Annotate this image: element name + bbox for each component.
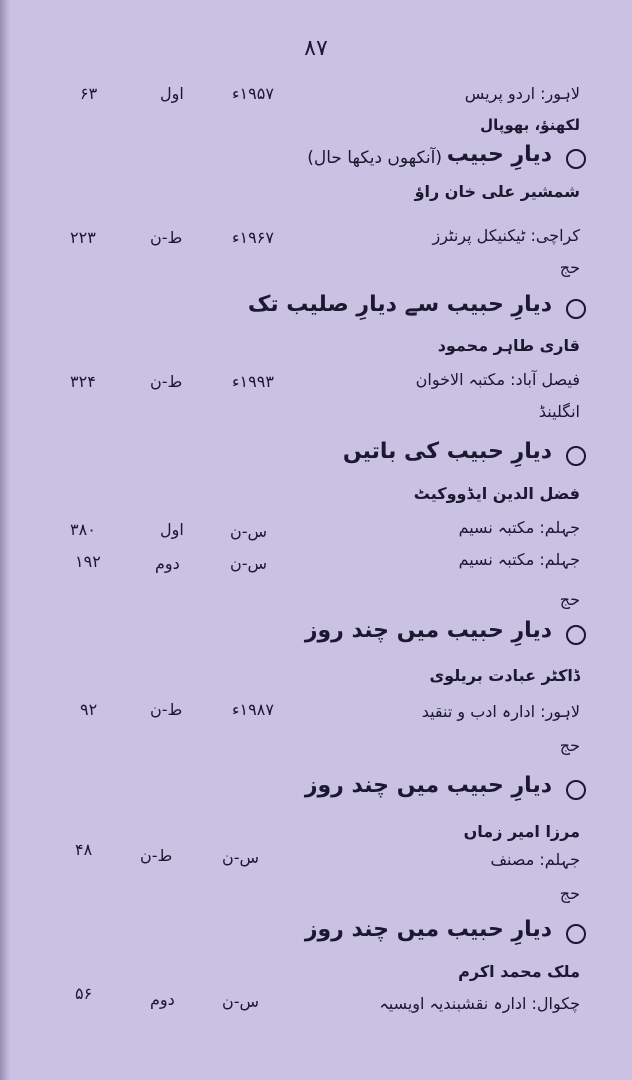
book-title: دیارِ حبیب میں چند روز — [304, 773, 552, 798]
topic-label: حج — [559, 736, 580, 755]
pages-cell: ۹۲ — [80, 700, 98, 719]
edition-cell: ط-ن — [140, 846, 173, 865]
edition-cell: دوم — [150, 990, 175, 1009]
publisher-line: فیصل آباد: مکتبہ الاخوان — [415, 370, 580, 389]
publisher-line: لاہور: اردو پریس — [464, 84, 580, 103]
page-number: ۸۷ — [304, 36, 328, 61]
edition-cell: ط-ن — [150, 372, 183, 391]
year-cell: س-ن — [230, 554, 268, 573]
bullet-circle-icon — [566, 625, 586, 645]
pages-cell: ۵۶ — [75, 984, 93, 1003]
author-name: شمشیر علی خان راؤ — [414, 182, 580, 201]
year-cell: ۱۹۵۷ء — [232, 84, 274, 103]
author-name: ملک محمد اکرم — [458, 962, 580, 981]
year-cell: س-ن — [222, 992, 260, 1011]
bullet-circle-icon — [566, 299, 586, 319]
topic-label: حج — [559, 884, 580, 903]
bullet-circle-icon — [566, 780, 586, 800]
publisher-line: جہلم: مصنف — [490, 850, 580, 869]
page-edge-shadow — [0, 0, 10, 1080]
publisher-line: لکھنؤ، بھوپال — [480, 116, 580, 134]
pages-cell: ۳۲۴ — [70, 372, 96, 391]
year-cell: ۱۹۹۳ء — [232, 372, 274, 391]
book-title: دیارِ حبیب میں چند روز — [304, 618, 552, 643]
book-title: دیارِ حبیب کی باتیں — [342, 439, 552, 464]
year-cell: س-ن — [230, 522, 268, 541]
bullet-circle-icon — [566, 924, 586, 944]
publisher-line: لاہور: ادارہ ادب و تنقید — [421, 702, 580, 721]
book-title: دیارِ حبیب — [446, 142, 552, 167]
year-cell: ۱۹۶۷ء — [232, 228, 274, 247]
author-name: فضل الدین ایڈووکیٹ — [413, 484, 580, 503]
pages-cell: ۲۲۳ — [70, 228, 96, 247]
bullet-circle-icon — [566, 446, 586, 466]
author-name: ڈاکٹر عبادت بریلوی — [429, 666, 580, 685]
topic-label: حج — [559, 590, 580, 609]
pages-cell: ۳۸۰ — [70, 520, 96, 539]
pages-cell: ۴۸ — [75, 840, 93, 859]
edition-cell: ط-ن — [150, 228, 183, 247]
edition-cell: دوم — [155, 554, 180, 573]
book-title: دیارِ حبیب سے دیارِ صلیب تک — [247, 292, 552, 317]
pages-cell: ۱۹۲ — [75, 552, 101, 571]
edition-cell: ط-ن — [150, 700, 183, 719]
book-subtitle: (آنکھوں دیکھا حال) — [307, 148, 442, 168]
publisher-line: چکوال: ادارہ نقشبندیہ اویسیہ — [379, 994, 580, 1013]
edition-cell: اول — [160, 84, 184, 103]
publisher-line: جہلم: مکتبہ نسیم — [458, 518, 580, 537]
publisher-line: جہلم: مکتبہ نسیم — [458, 550, 580, 569]
author-name: قاری طاہر محمود — [437, 336, 580, 355]
edition-cell: اول — [160, 520, 184, 539]
bullet-circle-icon — [566, 149, 586, 169]
year-cell: س-ن — [222, 848, 260, 867]
topic-label: حج — [559, 258, 580, 277]
year-cell: ۱۹۸۷ء — [232, 700, 274, 719]
book-title: دیارِ حبیب میں چند روز — [304, 917, 552, 942]
author-name: مرزا امیر زماں — [463, 822, 580, 841]
publisher-line: کراچی: ٹیکنیکل پرنٹرز — [432, 226, 580, 245]
pages-cell: ۶۳ — [80, 84, 98, 103]
topic-label: انگلینڈ — [538, 402, 580, 421]
